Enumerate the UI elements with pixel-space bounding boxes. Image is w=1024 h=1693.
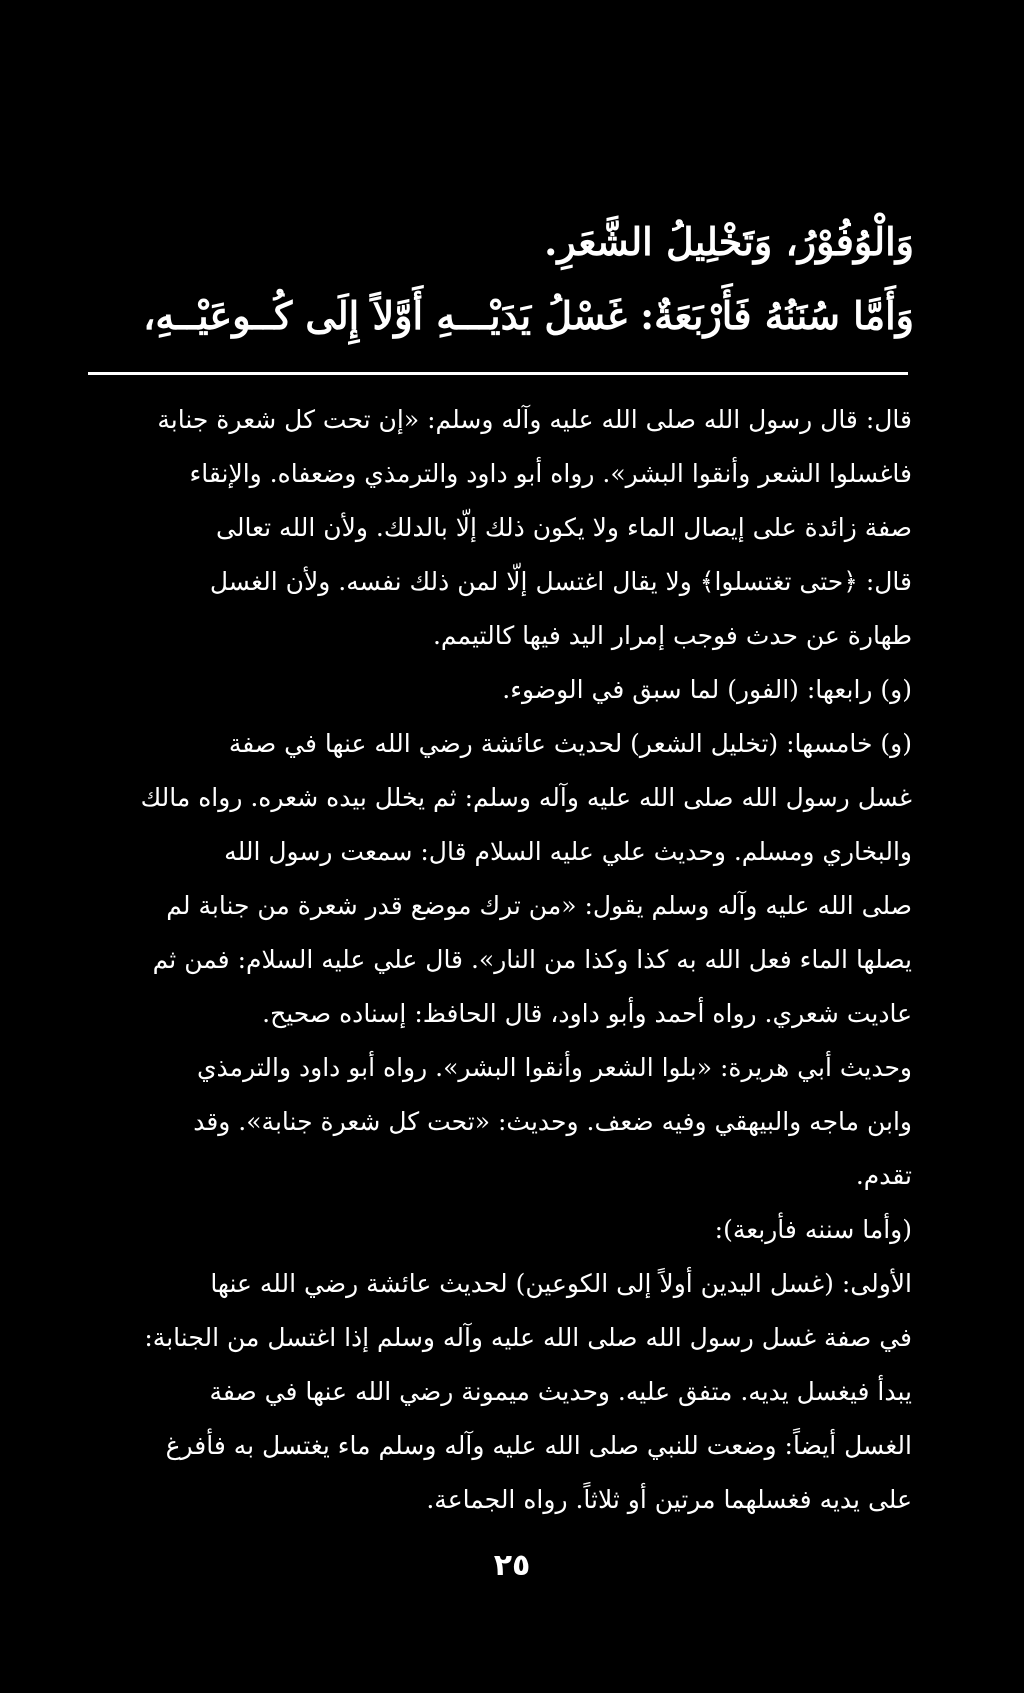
main-text-line: وَأَمَّا سُنَنُهُ فَأَرْبَعَةٌ: غَسْلُ يَدَيْـــهِ أَوَّلاً إِلَى كُــوعَيْــهِ، <box>143 293 914 338</box>
commentary-line: عاديت شعري. رواه أحمد وأبو داود، قال الحافظ: إسناده صحيح. <box>262 999 912 1028</box>
commentary-line: قال: ﴿حتى تغتسلوا﴾ ولا يقال اغتسل إلّا لمن ذلك نفسه. ولأن الغسل <box>209 567 912 596</box>
commentary-line: غسل رسول الله صلى الله عليه وآله وسلم: ثم يخلل بيده شعره. رواه مالك <box>140 783 912 812</box>
commentary-line: قال: قال رسول الله صلى الله عليه وآله وسلم: «إن تحت كل شعرة جنابة <box>157 405 912 434</box>
commentary-line: تقدم. <box>855 1161 912 1190</box>
commentary-line: طهارة عن حدث فوجب إمرار اليد فيها كالتيمم. <box>432 621 912 650</box>
commentary-line: وحديث أبي هريرة: «بلوا الشعر وأنقوا البشر». رواه أبو داود والترمذي <box>196 1053 912 1082</box>
commentary-line: على يديه فغسلهما مرتين أو ثلاثاً. رواه الجماعة. <box>426 1485 912 1514</box>
main-text-line: وَالْوُفُوْرُ، وَتَخْلِيلُ الشَّعَرِ. <box>544 219 914 264</box>
main-text-block <box>104 205 914 353</box>
commentary-line: والبخاري ومسلم. وحديث علي عليه السلام قال: سمعت رسول الله <box>224 837 912 866</box>
commentary-line: في صفة غسل رسول الله صلى الله عليه وآله وسلم إذا اغتسل من الجنابة: <box>144 1323 912 1352</box>
commentary-line: (و) خامسها: (تخليل الشعر) لحديث عائشة رضي الله عنها في صفة <box>228 729 912 758</box>
commentary-block <box>92 393 912 1527</box>
page-number: ٢٥ <box>493 1548 531 1583</box>
commentary-line: الأولى: (غسل اليدين أولاً إلى الكوعين) لحديث عائشة رضي الله عنها <box>210 1269 912 1298</box>
footnote-divider <box>88 372 908 375</box>
commentary-line: (وأما سننه فأربعة): <box>714 1215 912 1244</box>
commentary-line: صفة زائدة على إيصال الماء ولا يكون ذلك إلّا بالدلك. ولأن الله تعالى <box>216 513 912 542</box>
commentary-line: وابن ماجه والبيهقي وفيه ضعف. وحديث: «تحت كل شعرة جنابة». وقد <box>193 1107 912 1136</box>
commentary-line: يصلها الماء فعل الله به كذا وكذا من النار». قال علي عليه السلام: فمن ثم <box>152 945 912 974</box>
commentary-line: فاغسلوا الشعر وأنقوا البشر». رواه أبو داود والترمذي وضعفاه. والإنقاء <box>189 459 912 488</box>
commentary-line: صلى الله عليه وآله وسلم يقول: «من ترك موضع قدر شعرة من جنابة لم <box>166 891 912 920</box>
commentary-line: (و) رابعها: (الفور) لما سبق في الوضوء. <box>502 675 912 704</box>
commentary-line: يبدأ فيغسل يديه. متفق عليه. وحديث ميمونة رضي الله عنها في صفة <box>209 1377 912 1406</box>
commentary-line: الغسل أيضاً: وضعت للنبي صلى الله عليه وآله وسلم ماء يغتسل به فأفرغ <box>165 1431 912 1460</box>
